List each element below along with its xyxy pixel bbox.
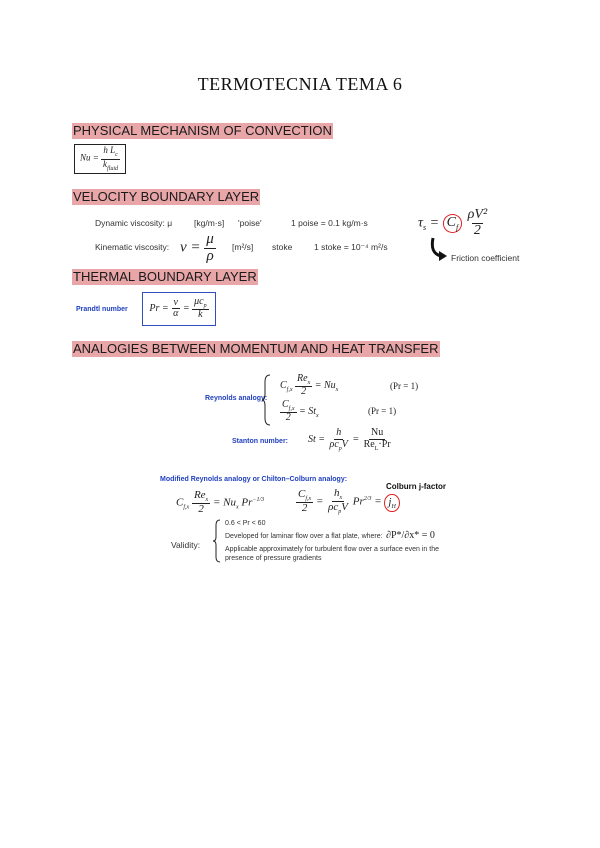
brace-icon: [262, 374, 272, 426]
kinematic-viscosity-label: Kinematic viscosity:: [95, 242, 170, 252]
reynolds-analogy-equation-2: $\frac{C_{f,x}}{2}$ = $St_x$: [282, 399, 319, 424]
shear-stress-equation: $\tau_s = C_f$ $\frac{\text{ρV²}}{2}$: [418, 207, 488, 238]
nusselt-equation-box: Nu = $\frac{h L_c}{k_{fluid}}$: [74, 144, 126, 174]
kinematic-viscosity-unit-name: stoke: [272, 242, 293, 252]
section-heading-thermal: THERMAL BOUNDARY LAYER: [73, 269, 257, 284]
validity-brace-icon: [213, 519, 221, 563]
validity-item: Applicable approximately for turbulent flow over a surface even in the presence of pressure gradients: [225, 546, 440, 562]
validity-item: 0.6 < Pr < 60: [225, 520, 266, 527]
chilton-colburn-equation-1: $C_{f,x}$ $\frac{Re_x}{2}$ = $Nu_x$ $Pr^{-1/3}$: [176, 489, 265, 516]
dynamic-viscosity-unit-name: 'poise': [238, 218, 262, 228]
validity-label: Validity:: [171, 540, 201, 550]
page-title: TERMOTECNIA TEMA 6: [197, 74, 403, 94]
stanton-equation: St = $\frac{h}{\rho c_pV}$ = $\frac{Nu}{Re_L\cdot Pr}$: [308, 427, 391, 452]
dynamic-viscosity-label: Dynamic viscosity: μ: [95, 218, 173, 228]
kinematic-viscosity-units: [m²/s]: [232, 242, 254, 252]
pressure-gradient-condition: ∂P*/∂x* = 0: [386, 530, 435, 541]
friction-coefficient-label: Friction coefficient: [451, 253, 520, 263]
prandtl-number-label: Prandtl number: [76, 306, 128, 313]
section-heading-velocity: VELOCITY BOUNDARY LAYER: [73, 189, 260, 204]
section-heading-physical: PHYSICAL MECHANISM OF CONVECTION: [73, 123, 332, 138]
reynolds-condition-1: (Pr = 1): [390, 381, 419, 391]
kinematic-viscosity-equation: ν = $\frac{\mu}{\rho}$: [180, 231, 214, 264]
kinematic-viscosity-conversion: 1 stoke = 10⁻⁴ m²/s: [314, 242, 388, 252]
prandtl-equation-box: Pr = $\frac{\nu}{\alpha}$ = $\frac{\mu c_p}{k}$: [142, 292, 216, 326]
dynamic-viscosity-conversion: 1 poise = 0.1 kg/m·s: [291, 218, 368, 228]
reynolds-analogy-label: Reynolds analogy:: [205, 395, 268, 402]
dynamic-viscosity-units: [kg/m·s]: [194, 218, 225, 228]
reynolds-condition-2: (Pr = 1): [368, 406, 397, 416]
chilton-colburn-equation-2: $\frac{C_{f,x}}{2}$ = $\frac{h_x}{\rho c_pV}$ $Pr^{2/3} = j_H$: [296, 488, 400, 516]
section-heading-analogies: ANALOGIES BETWEEN MOMENTUM AND HEAT TRANSFER: [73, 341, 439, 356]
colburn-jfactor-label: Colburn j-factor: [386, 482, 446, 491]
validity-item: Developed for laminar flow over a flat plate, where:: [225, 533, 383, 540]
reynolds-analogy-equation-1: $C_{f,x}$ $\frac{Re_x}{2}$ = $Nu_x$: [280, 373, 339, 398]
stanton-number-label: Stanton number:: [232, 438, 288, 445]
modified-reynolds-label: Modified Reynolds analogy or Chilton–Colburn analogy:: [160, 476, 348, 483]
